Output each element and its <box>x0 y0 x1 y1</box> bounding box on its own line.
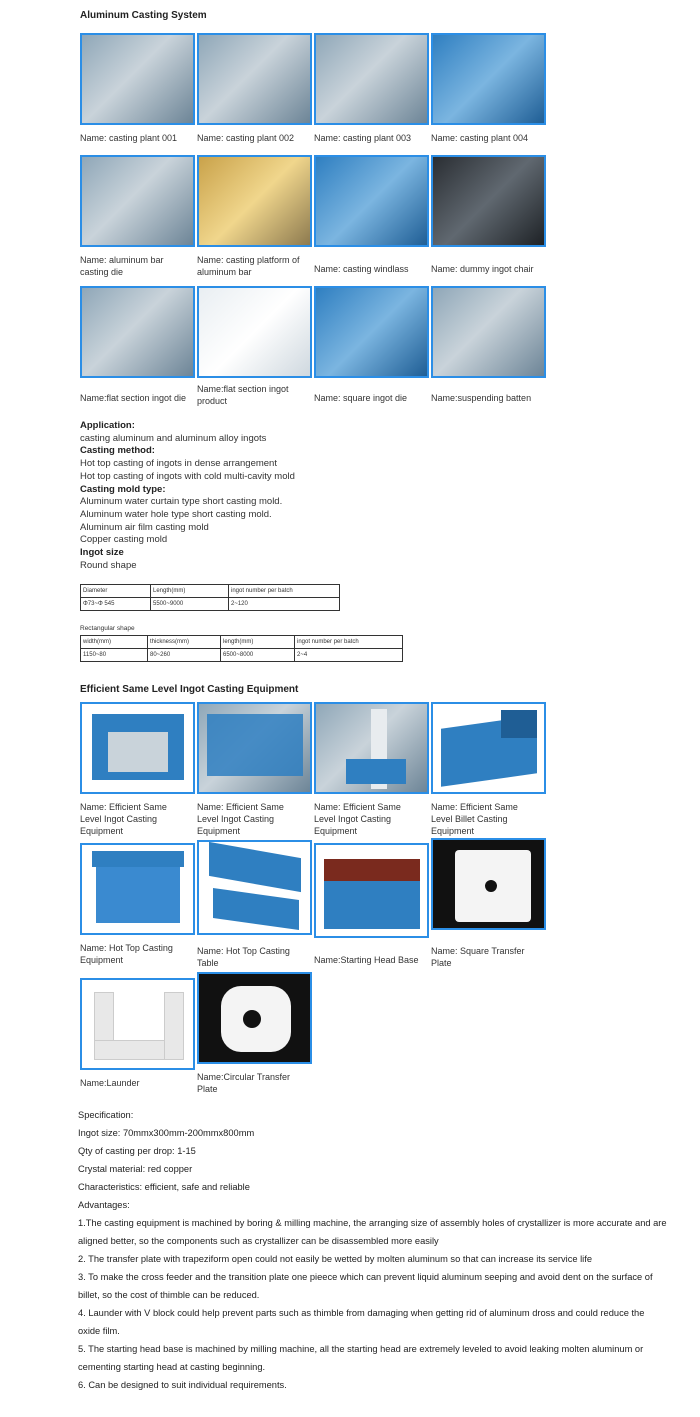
table-header: Diameter <box>81 585 151 598</box>
photo-dummy-ingot-chair[interactable] <box>431 155 546 247</box>
caption: Name: casting platform of aluminum bar <box>197 255 300 277</box>
table-cell: 2~120 <box>229 598 340 611</box>
advantage-item: 3. To make the cross feeder and the transition plate one pieece which can prevent liquid aluminum seeping and avoid dent on the surface of billet, so the cost of thimble can be reduced. <box>78 1272 653 1300</box>
caption: Name:suspending batten <box>431 393 532 403</box>
photo-casting-plant-002[interactable] <box>197 33 312 125</box>
caption: Name: casting plant 003 <box>314 133 412 143</box>
photo-efficient-same-level-ingot-2[interactable] <box>197 702 312 794</box>
caption: Name: casting windlass <box>314 264 409 274</box>
caption: Name:flat section ingot product <box>197 384 289 406</box>
spec-line: Crystal material: red copper <box>78 1164 193 1174</box>
text-line: Aluminum air film casting mold <box>80 521 209 533</box>
photo-square-transfer-plate[interactable] <box>431 838 546 930</box>
caption: Name: Efficient Same Level Ingot Casting Equipment <box>80 802 167 836</box>
table-header: width(mm) <box>81 636 148 649</box>
photo-casting-windlass[interactable] <box>314 155 429 247</box>
caption: Name:Circular Transfer Plate <box>197 1072 291 1094</box>
text-line: Copper casting mold <box>80 534 168 546</box>
caption: Name: casting plant 004 <box>431 133 529 143</box>
heading-application: Application: <box>80 420 135 431</box>
photo-circular-transfer-plate[interactable] <box>197 972 312 1064</box>
rectangular-shape-label: Rectangular shape <box>80 625 135 632</box>
text-line: Hot top casting of ingots in dense arrangement <box>80 458 277 470</box>
photo-hot-top-casting-table[interactable] <box>197 840 312 935</box>
caption: Name: Square Transfer Plate <box>431 946 525 968</box>
spec-line: Specification: <box>78 1110 134 1120</box>
table-cell: 2~4 <box>295 649 403 662</box>
photo-casting-plant-004[interactable] <box>431 33 546 125</box>
text-line: Hot top casting of ingots with cold multi-cavity mold <box>80 470 295 482</box>
specification-block <box>78 1106 668 1394</box>
photo-efficient-same-level-ingot-1[interactable] <box>80 702 195 794</box>
caption: Name:Launder <box>80 1078 140 1088</box>
table-cell: 5500~9000 <box>151 598 229 611</box>
caption: Name: square ingot die <box>314 393 408 403</box>
table-cell: 80~260 <box>148 649 221 662</box>
photo-launder[interactable] <box>80 978 195 1070</box>
table-cell: 6500~8000 <box>221 649 295 662</box>
photo-efficient-same-level-billet[interactable] <box>431 702 546 794</box>
caption: Name: Efficient Same Level Ingot Casting Equipment <box>314 802 401 836</box>
spec-line: Characteristics: efficient, safe and reliable <box>78 1182 250 1192</box>
spec-line: Advantages: <box>78 1200 130 1210</box>
caption: Name: Efficient Same Level Ingot Casting Equipment <box>197 802 284 836</box>
caption: Name: casting plant 002 <box>197 133 295 143</box>
spec-line: Qty of casting per drop: 1-15 <box>78 1146 196 1156</box>
table-cell: Φ73~Φ 545 <box>81 598 151 611</box>
caption: Name: Hot Top Casting Equipment <box>80 943 173 965</box>
caption: Name:Starting Head Base <box>314 955 419 965</box>
caption: Name:flat section ingot die <box>80 393 187 403</box>
caption: Name: dummy ingot chair <box>431 264 534 274</box>
advantage-item: 2. The transfer plate with trapeziform open could not easily be wetted by molten aluminum so that can increase its service life <box>78 1254 592 1264</box>
photo-casting-plant-003[interactable] <box>314 33 429 125</box>
table-header: ingot number per batch <box>295 636 403 649</box>
photo-suspending-batten[interactable] <box>431 286 546 378</box>
advantage-item: 5. The starting head base is machined by milling machine, all the starting head are extremely leveled to avoid leaking molten aluminum or cementing starting head at casting beginning. <box>78 1344 644 1372</box>
heading-ingot-size: Ingot size <box>80 547 124 559</box>
heading-casting-method: Casting method: <box>80 445 155 457</box>
section-title-same-level-casting: Efficient Same Level Ingot Casting Equipment <box>80 684 299 695</box>
table-cell: 1150~80 <box>81 649 148 662</box>
caption: Name: Efficient Same Level Billet Casting Equipment <box>431 802 518 836</box>
text-line: Round shape <box>80 559 137 571</box>
table-header: thickness(mm) <box>148 636 221 649</box>
advantage-item: 4. Launder with V block could help prevent parts such as thimble from damaging when getting rid of aluminum dross and could reduce the oxide film. <box>78 1308 645 1336</box>
photo-hot-top-casting-equipment[interactable] <box>80 843 195 935</box>
caption: Name: Hot Top Casting Table <box>197 946 290 968</box>
table-header: Length(mm) <box>151 585 229 598</box>
application-block <box>80 420 480 572</box>
text-line: Aluminum water curtain type short casting mold. <box>80 496 283 508</box>
photo-square-ingot-die[interactable] <box>314 286 429 378</box>
advantage-item: 1.The casting equipment is machined by boring & milling machine, the arranging size of assembly holes of crystallizer is more accurate and are aligned better, so the components such as crystallizer can be disassembled more easily <box>78 1218 667 1246</box>
advantage-item: 6. Can be designed to suit individual requirements. <box>78 1380 287 1390</box>
table-header: length(mm) <box>221 636 295 649</box>
photo-flat-section-ingot-product[interactable] <box>197 286 312 378</box>
caption: Name: aluminum bar casting die <box>80 255 164 277</box>
photo-flat-section-ingot-die[interactable] <box>80 286 195 378</box>
photo-casting-plant-001[interactable] <box>80 33 195 125</box>
photo-efficient-same-level-ingot-3[interactable] <box>314 702 429 794</box>
caption: Name: casting plant 001 <box>80 133 178 143</box>
photo-aluminum-bar-casting-die[interactable] <box>80 155 195 247</box>
spec-line: Ingot size: 70mmx300mm-200mmx800mm <box>78 1128 255 1138</box>
round-shape-table <box>80 584 340 611</box>
rectangular-shape-table <box>80 635 403 662</box>
text-line: casting aluminum and aluminum alloy ingots <box>80 432 267 444</box>
heading-casting-mold-type: Casting mold type: <box>80 483 166 495</box>
section-title-casting-system: Aluminum Casting System <box>80 10 207 21</box>
photo-starting-head-base[interactable] <box>314 843 429 938</box>
photo-casting-platform[interactable] <box>197 155 312 247</box>
text-line: Aluminum water hole type short casting mold. <box>80 508 272 520</box>
table-header: ingot number per batch <box>229 585 340 598</box>
